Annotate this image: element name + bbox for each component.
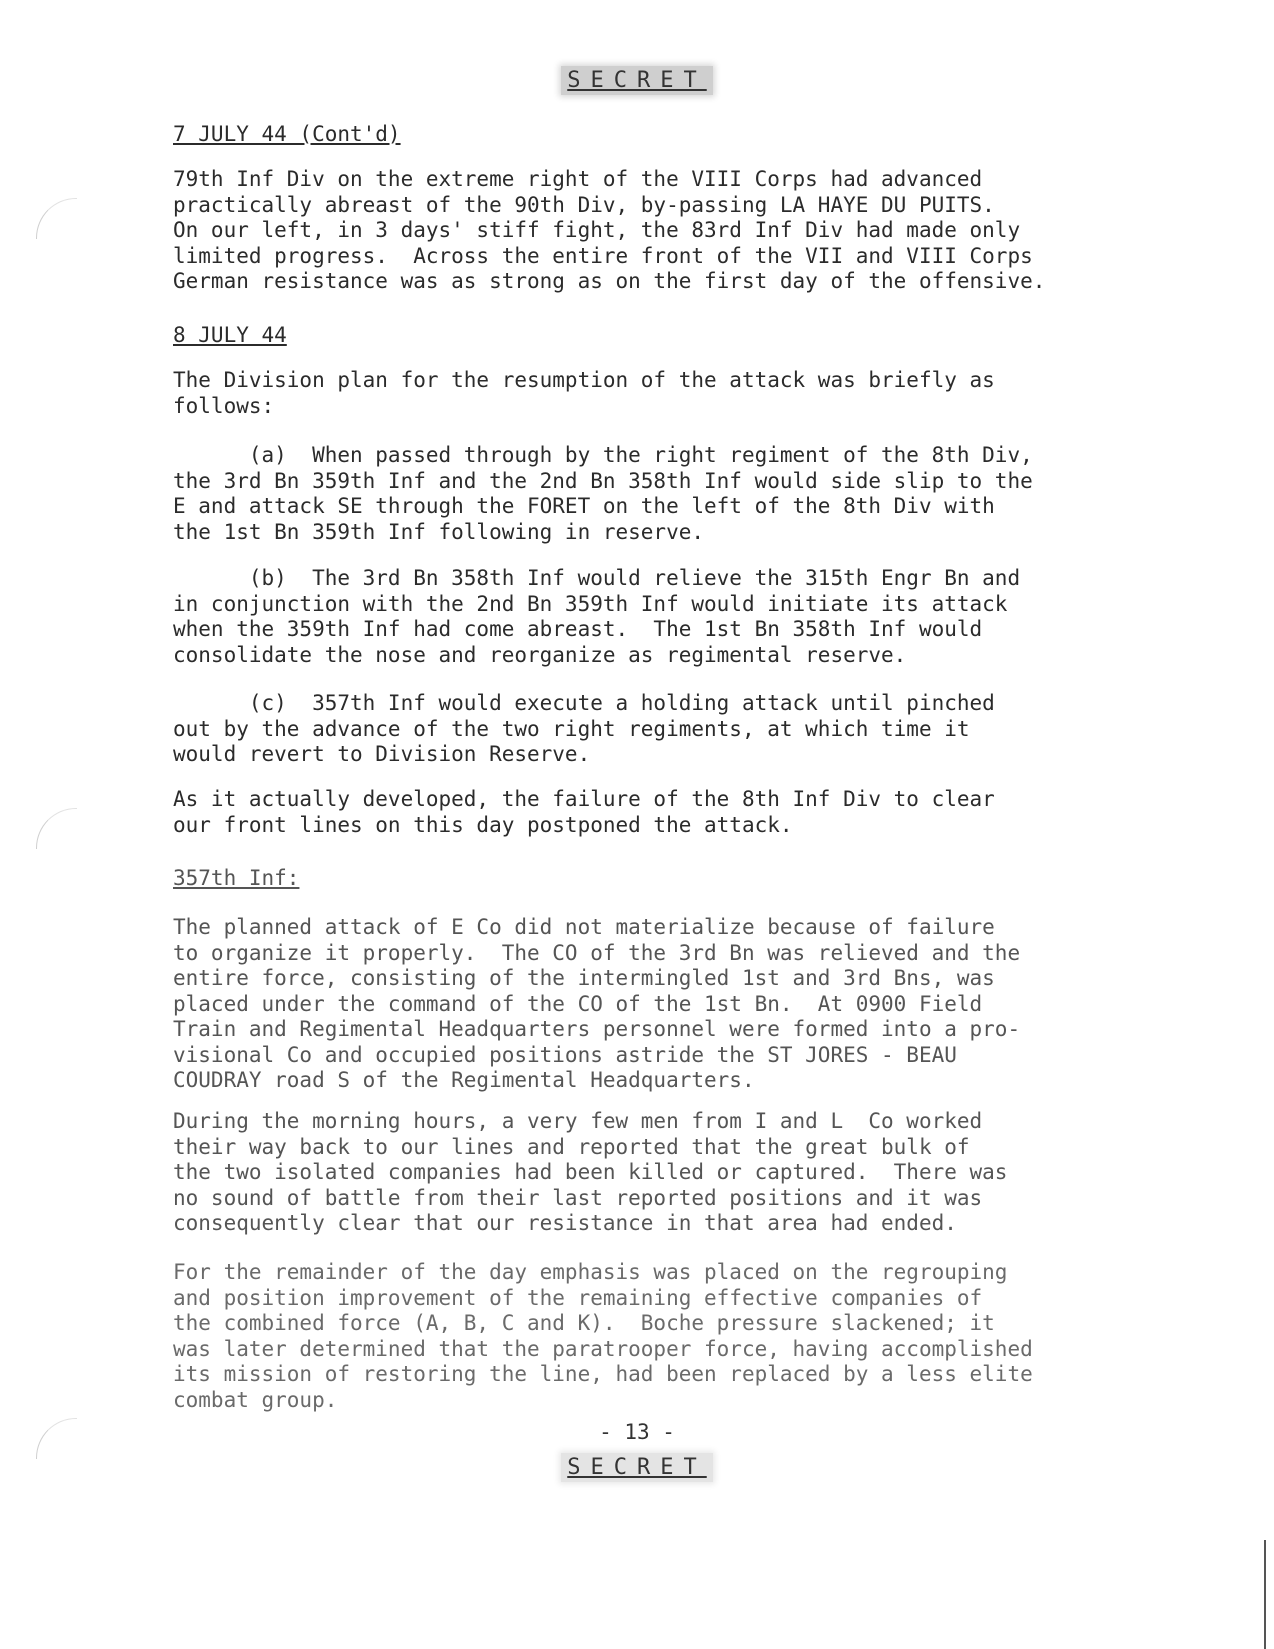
text-line: to organize it properly. The CO of the 3rd Bn was relieved and the — [173, 940, 1021, 965]
text-line: its mission of restoring the line, had been replaced by a less elite — [173, 1362, 1033, 1386]
text-line: On our left, in 3 days' stiff fight, the 83rd Inf Div had made only — [173, 218, 1021, 242]
text-line: would revert to Division Reserve. — [173, 742, 591, 766]
paragraph-plan-item-a — [173, 443, 1183, 545]
text-line: combat group. — [173, 1387, 338, 1412]
text-line: the combined force (A, B, C and K). Boche pressure slackened; it — [173, 1311, 995, 1335]
text-line: in conjunction with the 2nd Bn 359th Inf would initiate its attack — [173, 591, 1008, 616]
text-line: The planned attack of E Co did not materialize because of failure — [173, 915, 995, 939]
text-line: 79th Inf Div on the extreme right of the VIII Corps had advanced — [173, 167, 983, 191]
text-line: (c) 357th Inf would execute a holding attack until pinched — [173, 691, 995, 715]
paragraph-remainder-of-day — [173, 1260, 1183, 1413]
text-line: entire force, consisting of the intermingled 1st and 3rd Bns, was — [173, 966, 995, 990]
text-line: consolidate the nose and reorganize as regimental reserve. — [173, 642, 907, 667]
text-line: Train and Regimental Headquarters personnel were formed into a pro- — [173, 1017, 1021, 1041]
paragraph-e-co-attack — [173, 915, 1183, 1094]
text-line: consequently clear that our resistance in that area had ended. — [173, 1211, 957, 1235]
section-heading-7-july: 7 JULY 44 (Cont'd) — [173, 122, 401, 146]
text-line: no sound of battle from their last reported positions and it was — [173, 1185, 983, 1210]
text-line: As it actually developed, the failure of the 8th Inf Div to clear — [173, 787, 995, 811]
text-line: practically abreast of the 90th Div, by-passing LA HAYE DU PUITS. — [173, 192, 995, 217]
text-line: their way back to our lines and reported that the great bulk of — [173, 1134, 970, 1159]
text-line: The Division plan for the resumption of the attack was briefly as — [173, 368, 995, 392]
text-line: E and attack SE through the FORET on the left of the 8th Div with — [173, 494, 995, 518]
text-line: the 1st Bn 359th Inf following in reserve. — [173, 519, 705, 544]
binder-hole-mark — [36, 198, 77, 239]
text-line: was later determined that the paratrooper force, having accomplished — [173, 1336, 1033, 1361]
binder-hole-mark — [36, 808, 77, 849]
text-line: visional Co and occupied positions astride the ST JORES - BEAU — [173, 1042, 957, 1067]
paragraph-7-july-summary — [173, 167, 1183, 295]
text-line: the two isolated companies had been killed or captured. There was — [173, 1160, 1008, 1184]
section-heading-8-july: 8 JULY 44 — [173, 323, 287, 347]
text-line: German resistance was as strong as on the first day of the offensive. — [173, 269, 1046, 293]
page-number: - 13 - — [599, 1420, 675, 1444]
text-line: For the remainder of the day emphasis was placed on the regrouping — [173, 1260, 1008, 1284]
text-line: when the 359th Inf had come abreast. The 1st Bn 358th Inf would — [173, 617, 983, 641]
text-line: and position improvement of the remaining effective companies of — [173, 1285, 983, 1310]
text-line: our front lines on this day postponed the attack. — [173, 812, 793, 837]
text-line: placed under the command of the CO of the 1st Bn. At 0900 Field — [173, 991, 983, 1016]
paragraph-actual-development — [173, 787, 1183, 838]
paragraph-division-plan — [173, 368, 1183, 419]
text-line: follows: — [173, 393, 275, 418]
text-line: the 3rd Bn 359th Inf and the 2nd Bn 358th Inf would side slip to the — [173, 468, 1033, 493]
text-line: (b) The 3rd Bn 358th Inf would relieve the 315th Engr Bn and — [173, 566, 1021, 590]
classification-header-text: SECRET — [561, 66, 712, 95]
paragraph-plan-item-c — [173, 691, 1183, 768]
text-line: (a) When passed through by the right regiment of the 8th Div, — [173, 443, 1033, 467]
section-heading-357th-inf: 357th Inf: — [173, 866, 300, 890]
paragraph-morning-hours — [173, 1109, 1183, 1237]
text-line: During the morning hours, a very few men from I and L Co worked — [173, 1109, 983, 1133]
text-line: limited progress. Across the entire front of the VII and VIII Corps — [173, 243, 1033, 268]
classification-header — [0, 68, 1274, 93]
text-line: out by the advance of the two right regiments, at which time it — [173, 716, 970, 741]
classification-footer-text: SECRET — [561, 1453, 712, 1482]
classification-footer — [0, 1455, 1274, 1480]
page-edge-mark — [1264, 1540, 1266, 1649]
text-line: COUDRAY road S of the Regimental Headquarters. — [173, 1068, 755, 1092]
paragraph-plan-item-b — [173, 566, 1183, 668]
